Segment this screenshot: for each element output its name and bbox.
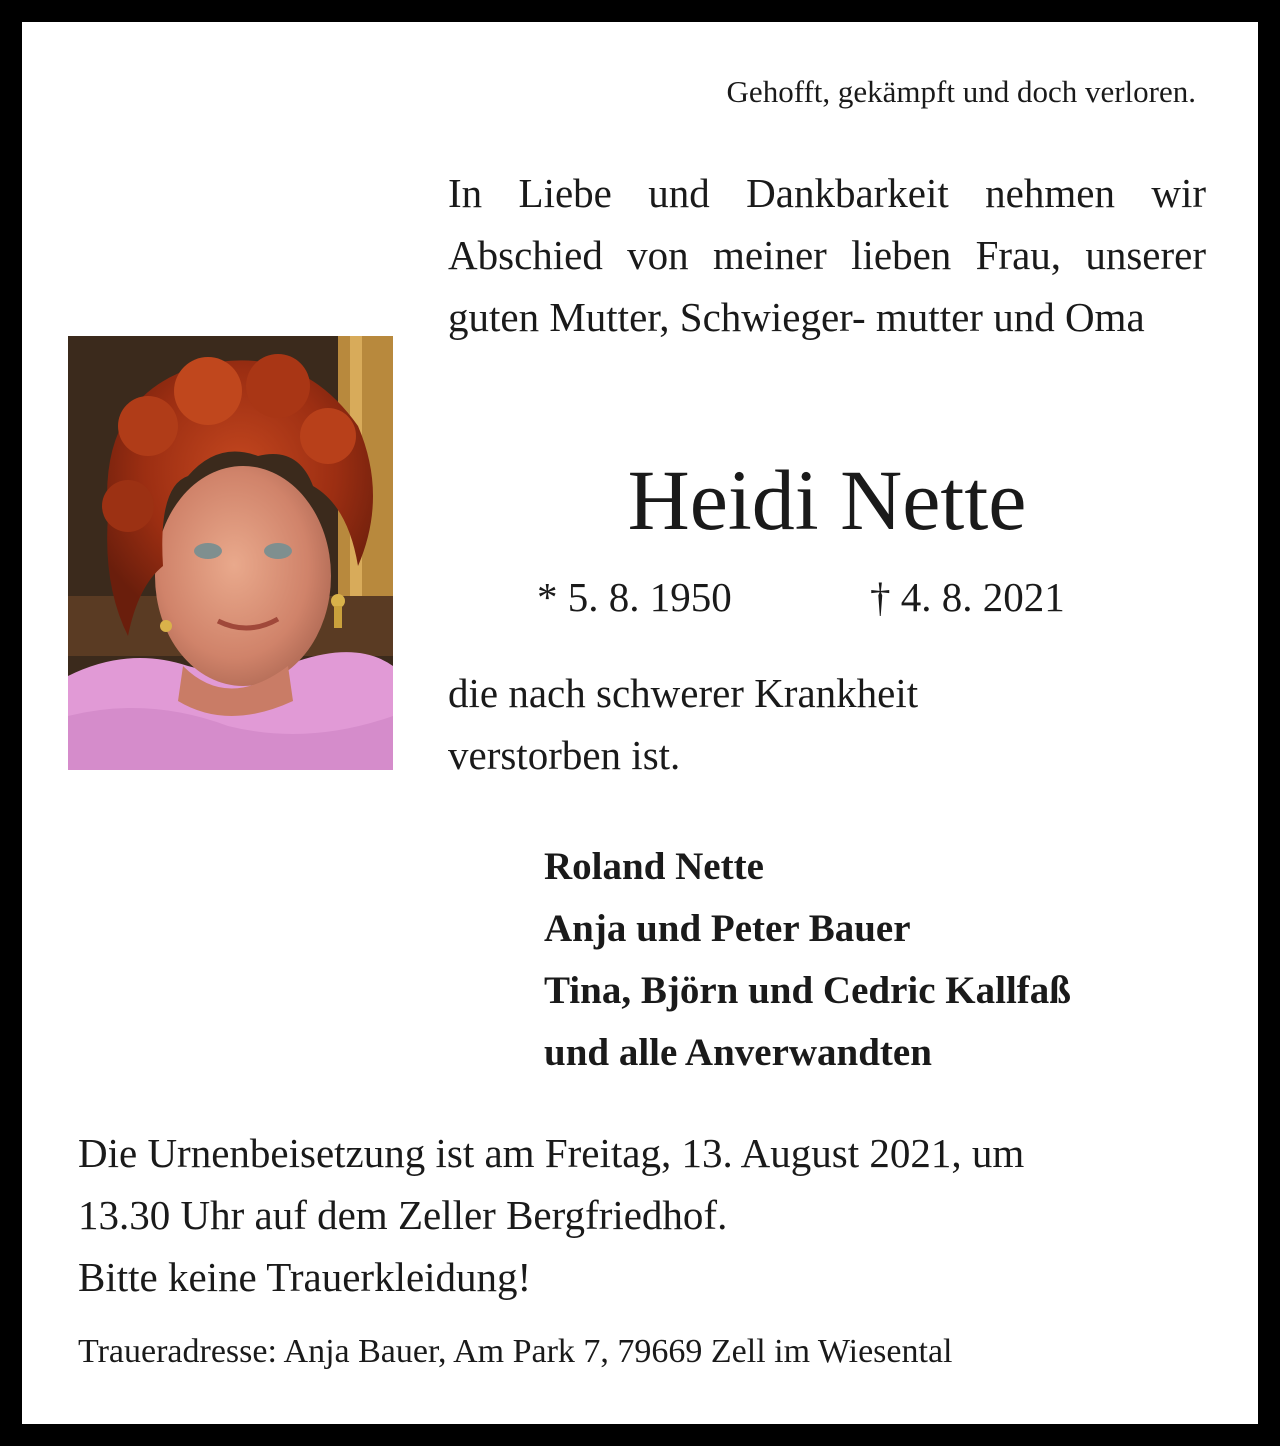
birth-date: * 5. 8. 1950 — [537, 574, 732, 620]
burial-info — [78, 1122, 1208, 1308]
mourning-address: Traueradresse: Anja Bauer, Am Park 7, 79669 Zell im Wiesental — [78, 1333, 953, 1370]
burial-line: Die Urnenbeisetzung ist am Freitag, 13. August 2021, um — [78, 1130, 1025, 1176]
after-text — [448, 662, 1206, 786]
after-text-line: verstorben ist. — [448, 732, 681, 778]
portrait-photo — [68, 336, 393, 770]
mourner-line: Roland Nette — [544, 845, 764, 888]
mourners-list — [544, 836, 1071, 1084]
burial-line: Bitte keine Trauerkleidung! — [78, 1254, 532, 1300]
obituary-card — [22, 22, 1258, 1424]
deceased-name: Heidi Nette — [627, 452, 1027, 548]
mourner-line: Tina, Björn und Cedric Kallfaß — [544, 969, 1071, 1012]
intro-text — [448, 162, 1206, 348]
after-text-line: die nach schwerer Krankheit — [448, 670, 919, 716]
mourner-line: Anja und Peter Bauer — [544, 907, 911, 950]
death-date: † 4. 8. 2021 — [870, 574, 1065, 620]
mourner-line: und alle Anverwandten — [544, 1031, 932, 1074]
burial-line: 13.30 Uhr auf dem Zeller Bergfriedhof. — [78, 1192, 728, 1238]
intro-paragraph: In Liebe und Dankbarkeit nehmen wir Abschied von meiner lieben Frau, unserer guten Mutter, Schwieger- mutter und Oma — [448, 170, 1206, 340]
motto-text: Gehofft, gekämpft und doch verloren. — [726, 74, 1196, 109]
